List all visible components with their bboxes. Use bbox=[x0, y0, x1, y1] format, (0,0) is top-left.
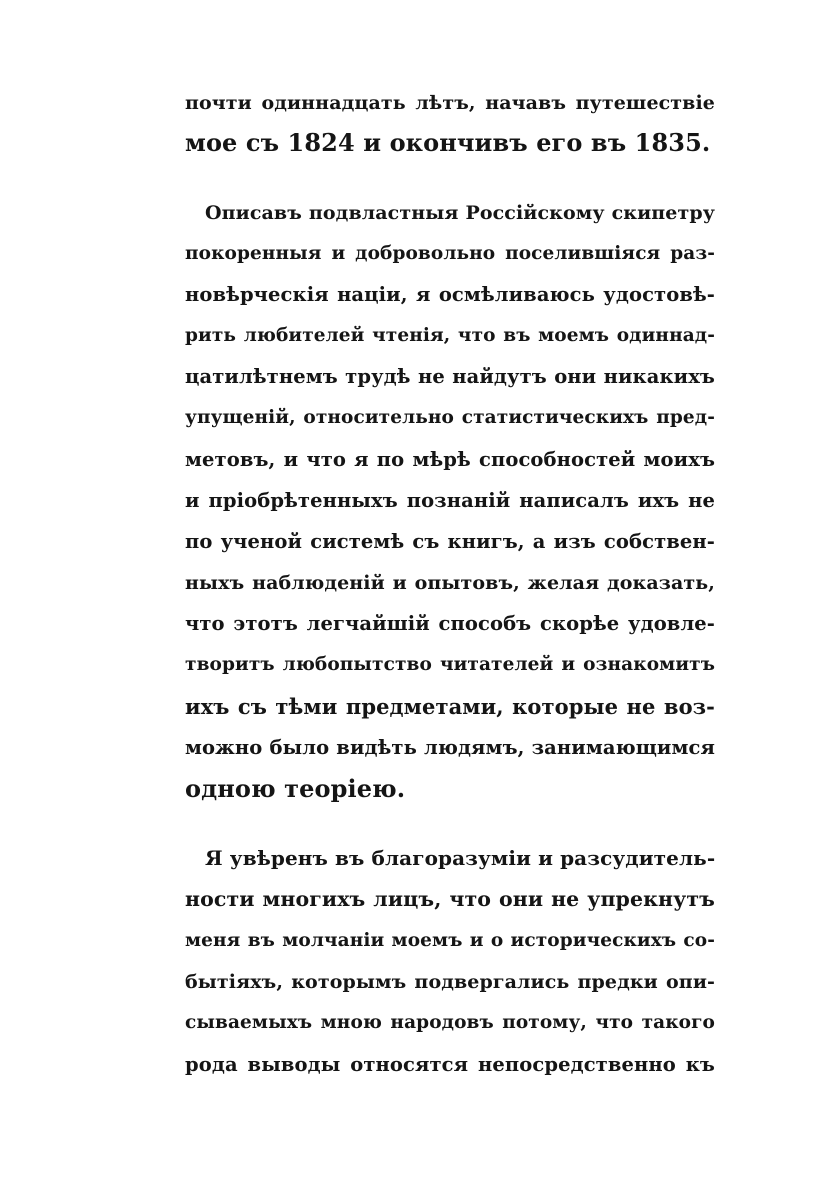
text-line: меня въ молчаніи моемъ и о историческихъ со- bbox=[185, 930, 715, 951]
text-line: покоренныя и добровольно поселившіяся раз- bbox=[185, 243, 715, 264]
text-line: творитъ любопытство читателей и ознакомитъ bbox=[185, 654, 715, 675]
text-line: почти одиннадцать лѣтъ, начавъ путешествіе bbox=[185, 92, 715, 114]
text-line: бытіяхъ, которымъ подвергались предки опи- bbox=[185, 971, 715, 993]
text-line: рить любителей чтенія, что въ моемъ одиннад- bbox=[185, 325, 715, 346]
text-line: сываемыхъ мною народовъ потому, что такого bbox=[185, 1012, 715, 1033]
text-line: рода выводы относятся непосредственно къ bbox=[185, 1053, 715, 1076]
text-line: мое съ 1824 и окончивъ его въ 1835. bbox=[185, 128, 711, 157]
text-line: можно было видѣть людямъ, занимающимся bbox=[185, 736, 715, 759]
text-line: одною теоріею. bbox=[185, 774, 406, 803]
text-line: что этотъ легчайшій способъ скорѣе удовле- bbox=[185, 612, 715, 635]
text-line: цатилѣтнемъ трудѣ не найдутъ они никакихъ bbox=[185, 365, 715, 388]
text-line: ности многихъ лицъ, что они не упрекнутъ bbox=[185, 887, 715, 911]
text-line: ихъ съ тѣми предметами, которые не воз- bbox=[185, 694, 715, 719]
text-line: метовъ, и что я по мѣрѣ способностей моихъ bbox=[185, 448, 715, 471]
text-line: упущеній, относительно статистическихъ пред- bbox=[185, 407, 715, 428]
text-line: по ученой системѣ съ книгъ, а изъ собствен- bbox=[185, 530, 715, 553]
text-line: новѣрческія націи, я осмѣливаюсь удостовѣ- bbox=[185, 283, 715, 306]
text-line: Я увѣренъ въ благоразуміи и разсудитель- bbox=[205, 846, 716, 870]
text-line: и пріобрѣтенныхъ познаній написалъ ихъ не bbox=[185, 489, 715, 512]
text-line: Описавъ подвластныя Россійскому скипетру bbox=[205, 202, 715, 224]
text-line: ныхъ наблюденій и опытовъ, желая доказать, bbox=[185, 572, 715, 594]
